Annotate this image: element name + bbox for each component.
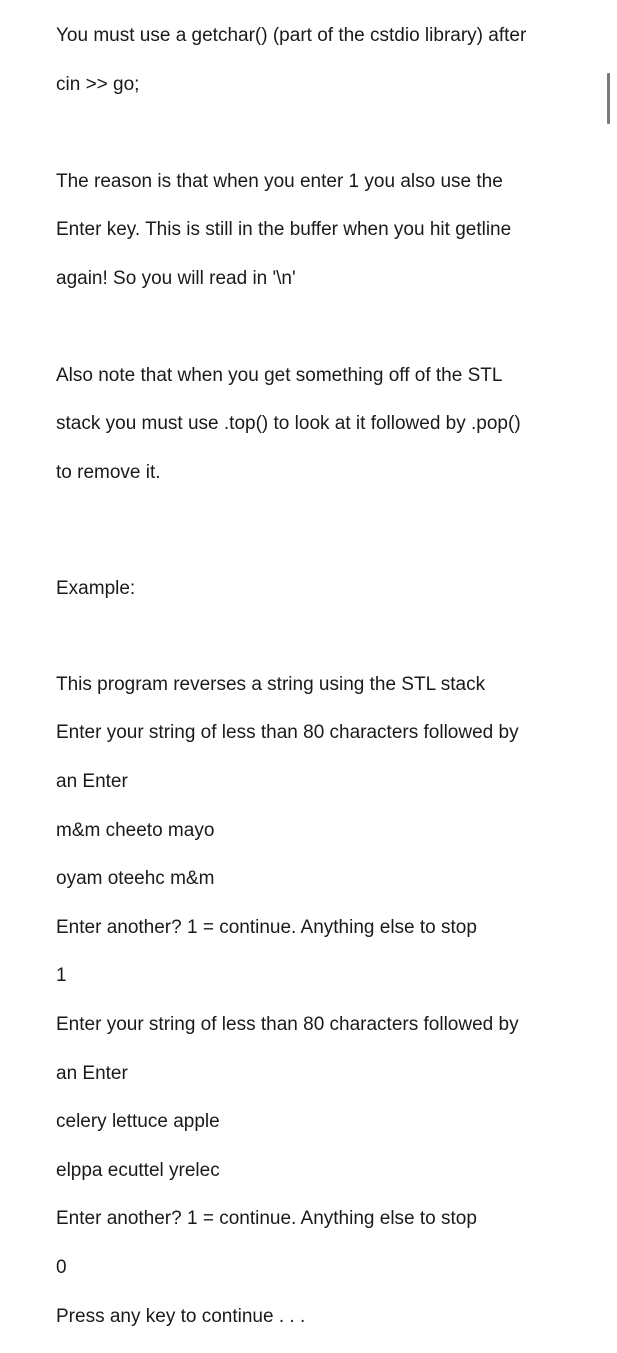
paragraph-spacer bbox=[56, 626, 576, 649]
paragraph-getchar-advice bbox=[56, 0, 576, 121]
text-line: stack you must use .top() to look at it followed by .pop() bbox=[56, 413, 521, 435]
output-line: an Enter bbox=[56, 1062, 128, 1084]
output-line: Enter another? 1 = continue. Anything else to stop bbox=[56, 1208, 477, 1230]
text-line: You must use a getchar() (part of the cstdio library) after bbox=[56, 25, 527, 47]
output-line: Enter another? 1 = continue. Anything else to stop bbox=[56, 916, 477, 938]
output-line: m&m cheeto mayo bbox=[56, 819, 215, 841]
paragraph-reason bbox=[56, 145, 576, 315]
output-line: 1 bbox=[56, 965, 67, 987]
output-line: Enter your string of less than 80 characters followed by bbox=[56, 722, 519, 744]
text-cursor-icon bbox=[607, 73, 610, 124]
output-line: This program reverses a string using the STL stack bbox=[56, 673, 486, 695]
output-line: oyam oteehc m&m bbox=[56, 868, 215, 890]
text-line: Also note that when you get something off of the STL bbox=[56, 364, 503, 386]
output-line: an Enter bbox=[56, 771, 128, 793]
output-line: elppa ecuttel yrelec bbox=[56, 1159, 220, 1181]
document-body bbox=[56, 0, 576, 1353]
text-line: Enter key. This is still in the buffer when you hit getline bbox=[56, 219, 512, 241]
output-line: Enter your string of less than 80 characters followed by bbox=[56, 1013, 519, 1035]
paragraph-spacer bbox=[56, 316, 576, 340]
heading-text: Example: bbox=[56, 577, 136, 599]
example-program-output bbox=[56, 649, 576, 1353]
paragraph-spacer bbox=[56, 121, 576, 145]
text-line: The reason is that when you enter 1 you also use the bbox=[56, 170, 503, 192]
paragraph-spacer bbox=[56, 510, 576, 553]
example-heading bbox=[56, 553, 576, 626]
paragraph-stl-stack-note bbox=[56, 340, 576, 510]
text-line: cin >> go; bbox=[56, 73, 140, 95]
text-line: to remove it. bbox=[56, 462, 161, 484]
output-line: 0 bbox=[56, 1256, 67, 1278]
text-line: again! So you will read in '\n' bbox=[56, 267, 296, 289]
output-line: celery lettuce apple bbox=[56, 1111, 220, 1133]
output-line: Press any key to continue . . . bbox=[56, 1305, 306, 1327]
